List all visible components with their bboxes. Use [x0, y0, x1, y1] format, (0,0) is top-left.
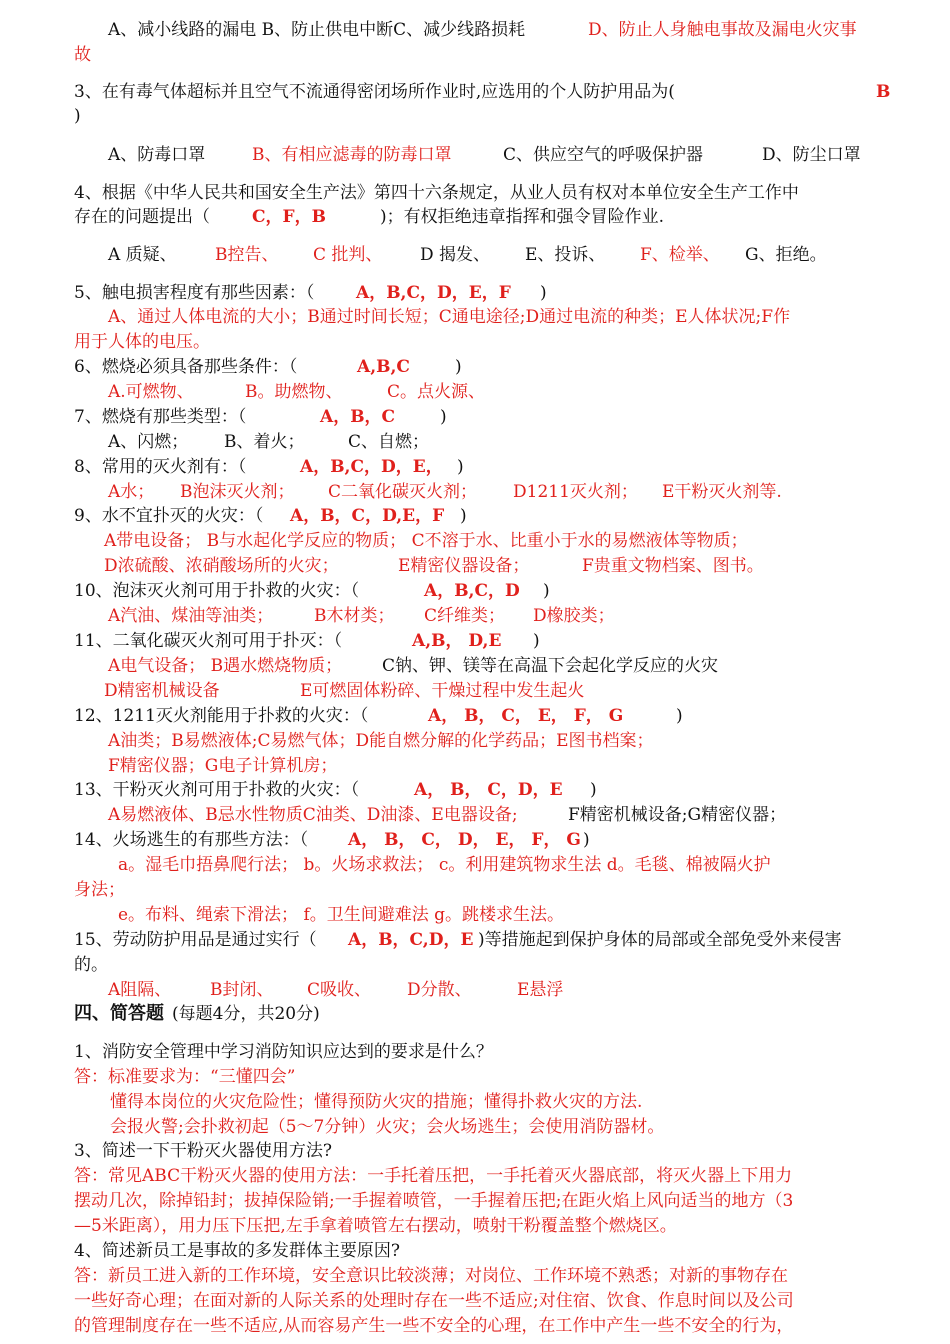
text-line — [0, 504, 950, 528]
text-line — [0, 1189, 950, 1213]
question-text: F精密机械设备;G精密仪器； — [568, 805, 787, 825]
answer-text: B、有相应滤毒的防毒口罩 — [252, 145, 452, 165]
question-text: A 质疑、 — [108, 245, 177, 265]
question-text: 的。 — [74, 955, 108, 975]
answer-text: 故 — [74, 45, 91, 65]
answer-text: D浓硫酸、浓硝酸场所的火灾； — [104, 556, 339, 576]
text-line — [0, 903, 950, 927]
text-line — [0, 1289, 950, 1313]
text-line — [0, 1040, 950, 1064]
answer-text: e。布料、绳索下滑法； f。卫生间避难法 g。跳楼求生法。 — [118, 905, 565, 925]
question-text: D、防尘口罩 — [762, 145, 861, 165]
question-text: 10、泡沫灭火剂可用于扑救的火灾：（ — [74, 581, 360, 601]
text-line — [0, 1115, 950, 1139]
text-line — [0, 629, 950, 653]
question-text: ) — [540, 283, 547, 303]
question-text: C、供应空气的呼吸保护器 — [503, 145, 704, 165]
text-line — [0, 80, 950, 104]
answer-text: 答：新员工进入新的工作环境，安全意识比较淡薄；对岗位、工作环境不熟悉；对新的事物存在 — [74, 1266, 788, 1286]
question-text: 14、火场逃生的有那些方法：（ — [74, 830, 309, 850]
answer-text: A阻隔、 — [108, 980, 172, 1000]
question-text: 4、简述新员工是事故的多发群体主要原因? — [74, 1241, 400, 1261]
text-line — [0, 928, 950, 952]
question-text: ) — [460, 506, 467, 526]
text-line — [0, 1264, 950, 1288]
answer-text: A，B，C，D,E，F — [290, 506, 445, 526]
question-text: C钠、钾、镁等在高温下会起化学反应的火灾 — [382, 656, 719, 676]
answer-text: E干粉灭火剂等. — [662, 482, 782, 502]
answer-text: D1211灭火剂； — [513, 482, 638, 502]
answer-text: B。助燃物、 — [245, 382, 343, 402]
text-line — [0, 243, 950, 267]
question-text: 3、简述一下干粉灭火器使用方法? — [74, 1141, 332, 1161]
question-text: )等措施起到保护身体的局部或全部免受外来侵害 — [478, 930, 842, 950]
answer-text: A，B，C,D，E — [348, 930, 474, 950]
answer-text: 摆动几次，除掉铅封；拔掉保险销;一手握着喷管，一手握着压把;在距火焰上风向适当的地方（3 — [74, 1191, 794, 1211]
text-line — [0, 330, 950, 354]
answer-text: A、通过人体电流的大小；B通过时间长短；C通电途径;D通过电流的种类；E人体状况;F作 — [108, 307, 791, 327]
question-text: A、闪燃； — [108, 432, 189, 452]
text-line — [0, 704, 950, 728]
answer-text: C。点火源、 — [387, 382, 486, 402]
answer-text: E悬浮 — [517, 980, 564, 1000]
answer-text: 会报火警;会扑救初起（5～7分钟）火灾；会火场逃生；会使用消防器材。 — [110, 1117, 665, 1137]
text-line — [0, 18, 950, 42]
question-text: 7、燃烧有那些类型：（ — [74, 407, 247, 427]
answer-text: E精密仪器设备； — [398, 556, 530, 576]
answer-text: A电气设备； B遇水燃烧物质； — [108, 656, 343, 676]
text-line — [0, 281, 950, 305]
answer-text: 懂得本岗位的火灾危险性；懂得预防火灾的措施；懂得扑救火灾的方法. — [110, 1092, 643, 1112]
text-line — [0, 778, 950, 802]
question-text: E、投诉、 — [525, 245, 606, 265]
question-text: 15、劳动防护用品是通过实行（ — [74, 930, 317, 950]
answer-text: D精密机械设备 — [104, 681, 220, 701]
question-text: ) — [590, 780, 597, 800]
answer-text: A，B，C — [320, 407, 396, 427]
text-line — [0, 1239, 950, 1263]
question-text: 12、1211灭火剂能用于扑救的火灾：（ — [74, 706, 369, 726]
answer-text: C，F，B — [252, 207, 326, 227]
question-text: 3、在有毒气体超标并且空气不流通得密闭场所作业时,应选用的个人防护用品为( — [74, 82, 675, 102]
answer-text: B控告、 — [215, 245, 279, 265]
question-text: A、减小线路的漏电 B、防止供电中断C、减少线路损耗 — [108, 20, 526, 40]
question-text: 9、水不宜扑灭的火灾：（ — [74, 506, 264, 526]
question-text: (每题4分，共20分) — [172, 1004, 320, 1024]
text-line — [0, 554, 950, 578]
text-line — [0, 305, 950, 329]
answer-text: A，B,C，D，E，F — [356, 283, 511, 303]
answer-text: —5米距离），用力压下压把,左手拿着喷管左右摆动，喷射干粉覆盖整个燃烧区。 — [74, 1216, 677, 1236]
answer-text: 一些好奇心理；在面对新的人际关系的处理时存在一些不适应;对住宿、饮食、作息时间以及公司 — [74, 1291, 794, 1311]
question-text: 四、简答题 — [74, 1003, 164, 1024]
answer-text: B木材类； — [314, 606, 395, 626]
answer-text: A，B,C，D，E， — [300, 457, 443, 477]
text-line — [0, 754, 950, 778]
answer-text: 答：常见ABC干粉灭火器的使用方法：一手托着压把，一手托着灭火器底部，将灭火器上下用力 — [74, 1166, 793, 1186]
question-text: 1、消防安全管理中学习消防知识应达到的要求是什么？ — [74, 1042, 493, 1062]
text-line — [0, 430, 950, 454]
question-text: 11、二氧化碳灭火剂可用于扑灭：（ — [74, 631, 343, 651]
answer-text: C 批判、 — [313, 245, 383, 265]
text-line — [0, 729, 950, 753]
answer-text: 身法； — [74, 880, 125, 900]
text-line — [0, 1314, 950, 1338]
answer-text: B泡沫灭火剂； — [180, 482, 295, 502]
answer-text: B封闭、 — [210, 980, 274, 1000]
text-line — [0, 878, 950, 902]
text-line — [0, 1214, 950, 1238]
answer-text: A油类；B易燃液体;C易燃气体；D能自燃分解的化学药品；E图书档案； — [108, 731, 654, 751]
answer-text: A带电设备； B与水起化学反应的物质； C不溶于水、比重小于水的易燃液体等物质； — [104, 531, 748, 551]
answer-text: A，B,C，D — [424, 581, 520, 601]
question-text: 4、根据《中华人民共和国安全生产法》第四十六条规定，从业人员有权对本单位安全生产工作中 — [74, 183, 799, 203]
text-line — [0, 43, 950, 67]
answer-text: A， B， C， D， E， F， G — [348, 830, 581, 850]
question-text: ) — [533, 631, 540, 651]
answer-text: A水； — [108, 482, 155, 502]
question-text: A、防毒口罩 — [108, 145, 206, 165]
answer-text: A,B,C — [357, 357, 410, 377]
answer-text: 用于人体的电压。 — [74, 332, 210, 352]
text-line — [0, 679, 950, 703]
text-line — [0, 405, 950, 429]
answer-text: A， B， C，D，E — [414, 780, 563, 800]
text-line — [0, 828, 950, 852]
question-text: 6、燃烧必须具备那些条件：（ — [74, 357, 298, 377]
answer-text: B — [876, 82, 891, 102]
text-line — [0, 104, 950, 128]
answer-text: E可燃固体粉碎、干燥过程中发生起火 — [300, 681, 585, 701]
text-line — [0, 143, 950, 167]
question-text: ) — [455, 357, 462, 377]
question-text: 5、触电损害程度有那些因素：（ — [74, 283, 315, 303]
answer-text: D橡胶类； — [533, 606, 615, 626]
text-line — [0, 604, 950, 628]
answer-text: A易燃液体、B忌水性物质C油类、D油漆、E电器设备; — [108, 805, 518, 825]
answer-text: A,B， D,E — [412, 631, 502, 651]
text-line — [0, 455, 950, 479]
answer-text: A.可燃物、 — [108, 382, 194, 402]
question-text: ) — [676, 706, 683, 726]
answer-text: F贵重文物档案、图书。 — [582, 556, 764, 576]
text-line — [0, 953, 950, 977]
text-line — [0, 1090, 950, 1114]
answer-text: a。湿毛巾捂鼻爬行法； b。火场求救法； c。利用建筑物求生法 d。毛毯、棉被隔火护 — [118, 855, 771, 875]
text-line — [0, 205, 950, 229]
text-line — [0, 1002, 950, 1026]
text-line — [0, 1065, 950, 1089]
question-text: 8、常用的灭火剂有：（ — [74, 457, 247, 477]
answer-text: 的管理制度存在一些不适应,从而容易产生一些不安全的心理，在工作中产生一些不安全的行为， — [74, 1316, 794, 1336]
text-line — [0, 978, 950, 1002]
question-text: C、自燃； — [348, 432, 430, 452]
answer-text: 答：标准要求为：“三懂四会” — [74, 1067, 296, 1087]
question-text: ) — [457, 457, 464, 477]
text-line — [0, 654, 950, 678]
question-text: B、着火； — [224, 432, 305, 452]
text-line — [0, 853, 950, 877]
question-text: ) — [74, 106, 81, 126]
text-line — [0, 181, 950, 205]
answer-text: C吸收、 — [307, 980, 372, 1000]
text-line — [0, 380, 950, 404]
answer-text: C二氧化碳灭火剂； — [328, 482, 478, 502]
question-text: ) — [543, 581, 550, 601]
answer-text: A汽油、煤油等油类； — [108, 606, 274, 626]
answer-text: D分散、 — [407, 980, 472, 1000]
answer-text: A， B， C， E， F， G — [428, 706, 624, 726]
question-text: )；有权拒绝违章指挥和强令冒险作业. — [380, 207, 665, 227]
text-line — [0, 1164, 950, 1188]
text-line — [0, 579, 950, 603]
question-text: G、拒绝。 — [745, 245, 827, 265]
text-line — [0, 529, 950, 553]
text-line — [0, 355, 950, 379]
question-text: ) — [440, 407, 447, 427]
text-line — [0, 803, 950, 827]
text-line — [0, 1139, 950, 1163]
question-text: 存在的问题提出（ — [74, 207, 210, 227]
answer-text: F、检举、 — [640, 245, 720, 265]
question-text: 13、干粉灭火剂可用于扑救的火灾：（ — [74, 780, 360, 800]
question-text: ) — [583, 830, 590, 850]
answer-text: C纤维类； — [424, 606, 506, 626]
answer-text: D、防止人身触电事故及漏电火灾事 — [588, 20, 857, 40]
text-line — [0, 480, 950, 504]
question-text: D 揭发、 — [420, 245, 491, 265]
answer-text: F精密仪器；G电子计算机房； — [108, 756, 338, 776]
